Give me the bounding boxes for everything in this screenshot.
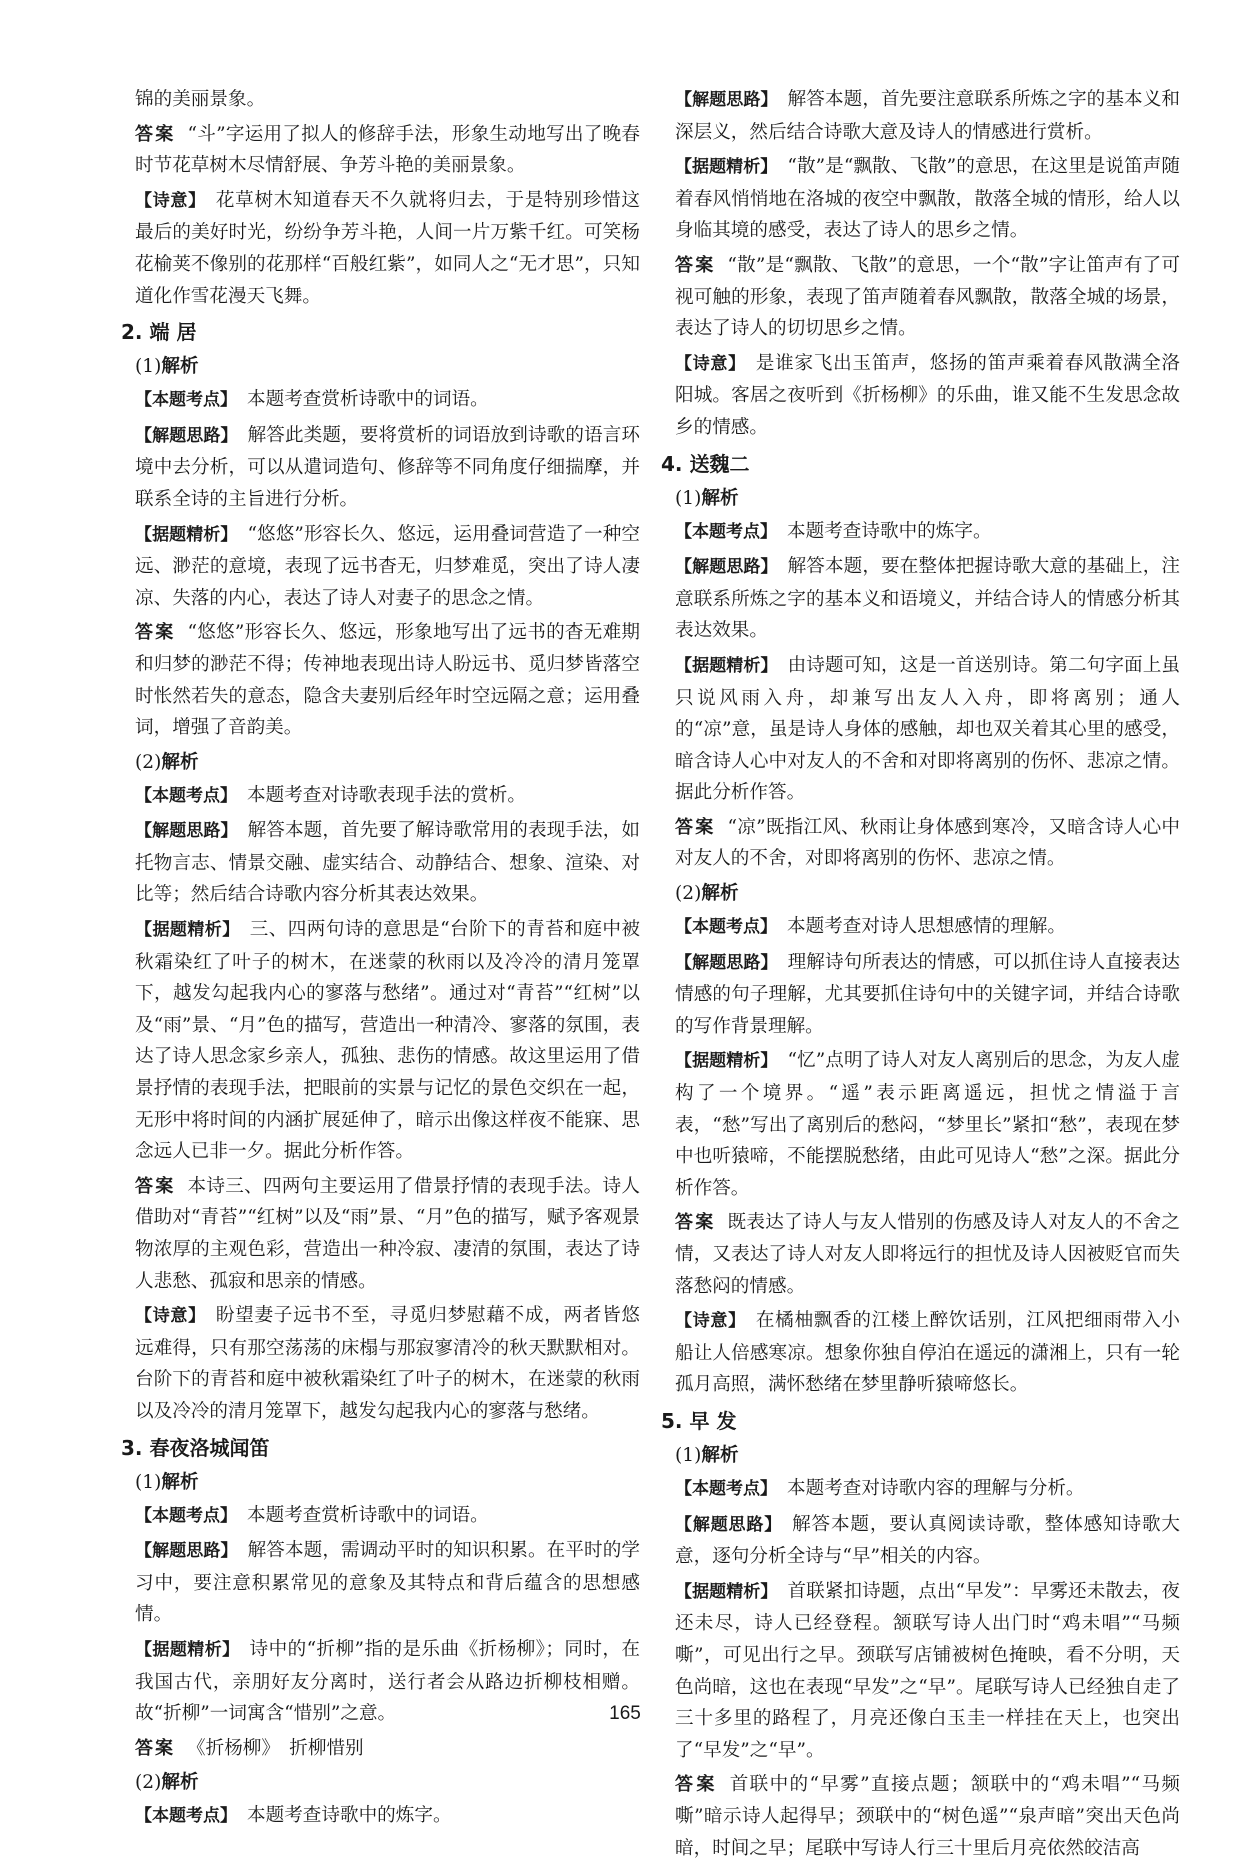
section-label: 【诗意】 xyxy=(675,1311,746,1332)
analysis-paragraph xyxy=(135,384,640,417)
analysis-paragraph xyxy=(675,1045,1180,1204)
analysis-paragraph xyxy=(675,911,1180,944)
section-label: 【据题精析】 xyxy=(675,1581,778,1602)
paragraph-text: 诗中的“折柳”指的是乐曲《折杨柳》；同时，在我国古代，亲朋好友分离时，送行者会从路边折柳枝相赠。故“折柳”一词寓含“惜别”之意。 xyxy=(135,1638,641,1725)
paragraph-text: “忆”点明了诗人对友人离别后的思念，为友人虚构了一个境界。“遥”表示距离遥远，担忧之情溢于言表，“愁”写出了离别后的愁闷，“梦里长”紧扣“愁”，表现在梦中也听猿啼，不能摆脱愁绪，由此可见诗人“愁”之深。据此分析作答。 xyxy=(675,1050,1180,1199)
section-label: 【据题精析】 xyxy=(675,655,778,676)
section-label: 【诗意】 xyxy=(675,353,746,374)
paragraph-text: 由诗题可知，这是一首送别诗。第二句字面上虽只说风雨入舟，却兼写出友人入舟，即将离别；通人的“凉”意，虽是诗人身体的感触，却也双关着其心里的感受，暗含诗人心中对友人的不舍和对即将离别的伤怀、悲凉之情。据此分析作答。 xyxy=(675,654,1180,804)
paragraph-text: 《折杨柳》 折柳惜别 xyxy=(187,1737,364,1759)
sub-question-number: (2) xyxy=(135,751,162,773)
paragraph-text: 本题考查对诗歌表现手法的赏析。 xyxy=(247,784,526,806)
paragraph-text: 本题考查对诗人思想感情的理解。 xyxy=(787,916,1066,938)
sub-question-number: (1) xyxy=(675,487,702,509)
sub-question-title: 解析 xyxy=(701,883,739,905)
sub-question-number: (1) xyxy=(135,356,162,378)
paragraph-text: “悠悠”形容长久、悠远，运用叠词营造了一种空远、渺茫的意境，表现了远书杳无，归梦难觅，突出了诗人凄凉、失落的内心，表达了诗人对妻子的思念之情。 xyxy=(135,523,640,609)
answer-paragraph xyxy=(135,1733,640,1765)
sub-question xyxy=(135,351,640,382)
paragraph-text: 解答本题，要认真阅读诗歌，整体感知诗歌大意，逐句分析全诗与“早”相关的内容。 xyxy=(675,1513,1180,1568)
paragraph-text: 理解诗句所表达的情感，可以抓住诗人直接表达情感的句子理解，尤其要抓住诗句中的关键字词，并结合诗歌的写作背景理解。 xyxy=(675,951,1180,1037)
paragraph-text: 锦的美丽景象。 xyxy=(135,89,266,110)
section-label: 【解题思路】 xyxy=(675,557,778,578)
section-label: 【本题考点】 xyxy=(675,521,777,542)
sub-question-title: 解析 xyxy=(161,1471,199,1493)
paragraph-text: 既表达了诗人与友人惜别的伤感及诗人对友人的不舍之情，又表达了诗人对友人即将远行的担忧及诗人因被贬官而失落愁闷的情感。 xyxy=(675,1212,1180,1297)
section-heading: 3. 春夜洛城闻笛 xyxy=(121,1435,270,1460)
analysis-paragraph xyxy=(675,650,1180,809)
paragraph-text: 本诗三、四两句主要运用了借景抒情的表现手法。诗人借助对“青苔”“红树”以及“雨”景、“月”色的描写，赋予客观景物浓厚的主观色彩，营造出一种冷寂、凄清的氛围，表达了诗人悲愁、孤寂和思亲的情感。 xyxy=(135,1175,640,1292)
analysis-paragraph xyxy=(675,348,1180,444)
section-label: 【解题思路】 xyxy=(135,821,238,842)
analysis-paragraph xyxy=(135,1800,640,1833)
analysis-paragraph xyxy=(135,420,640,516)
answer-label: 答案 xyxy=(675,1774,718,1796)
analysis-paragraph xyxy=(135,185,640,312)
analysis-paragraph xyxy=(135,815,640,911)
paragraph-text: 解答本题，首先要了解诗歌常用的表现手法，如托物言志、情景交融、虚实结合、动静结合、想象、渲染、对比等；然后结合诗歌内容分析其表达效果。 xyxy=(135,820,640,906)
answer-label: 答案 xyxy=(135,1175,176,1197)
section-label: 【诗意】 xyxy=(135,190,206,211)
sub-question-number: (2) xyxy=(675,883,702,905)
section-label: 【本题考点】 xyxy=(135,1806,237,1827)
paragraph-text: 花草树木知道春天不久就将归去，于是特别珍惜这最后的美好时光，纷纷争芳斗艳，人间一片万紫千红。可笑杨花榆荚不像别的花那样“百般红紫”，如同人之“无才思”，只知道化作雪花漫天飞舞。 xyxy=(135,189,640,307)
section-heading: 5. 早 发 xyxy=(661,1408,737,1433)
answer-paragraph xyxy=(135,617,640,743)
answer-paragraph xyxy=(675,1769,1180,1864)
section-label: 【本题考点】 xyxy=(135,390,237,411)
section-label: 【据题精析】 xyxy=(135,524,238,545)
text-paragraph xyxy=(135,84,640,116)
sub-question-title: 解析 xyxy=(161,356,199,378)
answer-label: 答案 xyxy=(135,1737,175,1759)
paragraph-text: “凉”既指江风、秋雨让身体感到寒冷，又暗含诗人心中对友人的不舍，对即将离别的伤怀、悲凉之情。 xyxy=(675,816,1181,870)
section-label: 【解题思路】 xyxy=(675,952,778,973)
answer-paragraph xyxy=(675,812,1180,875)
answer-paragraph xyxy=(135,1171,640,1297)
paragraph-text: 本题考查诗歌中的炼字。 xyxy=(247,1805,452,1827)
paragraph-text: 首联紧扣诗题，点出“早发”：早雾还未散去，夜还未尽，诗人已经登程。颔联写诗人出门时“鸡未唱”“马频嘶”，可见出行之早。颈联写店铺被树色掩映，看不分明，天色尚暗，这也在表现“早发”之“早”。尾联写诗人已经独自走了三十多里的路程了，月亮还像白玉圭一样挂在天上，也突出了“早发”之“早”。 xyxy=(675,1580,1180,1761)
sub-question-title: 解析 xyxy=(161,751,199,773)
page-number: 165 xyxy=(609,1703,641,1724)
section-label: 【解题思路】 xyxy=(135,425,238,446)
section-heading: 2. 端 居 xyxy=(121,320,197,345)
paragraph-text: 在橘柚飘香的江楼上醉饮话别，江风把细雨带入小船让人倍感寒凉。想象你独自停泊在遥远的潇湘上，只有一轮孤月高照，满怀愁绪在梦里静听猿啼悠长。 xyxy=(675,1310,1180,1396)
section-heading: 4. 送魏二 xyxy=(661,451,750,476)
answer-label: 答案 xyxy=(135,622,176,644)
paragraph-text: “斗”字运用了拟人的修辞手法，形象生动地写出了晚春时节花草树木尽情舒展、争芳斗艳的美丽景象。 xyxy=(135,123,641,177)
right-column xyxy=(661,84,1181,1867)
section-label: 【解题思路】 xyxy=(675,1514,783,1535)
sub-question xyxy=(135,1767,640,1798)
section-label: 【本题考点】 xyxy=(135,1505,237,1526)
paragraph-text: 本题考查诗歌中的炼字。 xyxy=(787,520,992,542)
sub-question xyxy=(675,483,1180,514)
section-label: 【据题精析】 xyxy=(135,920,240,941)
sub-question-number: (1) xyxy=(135,1471,162,1493)
sub-question xyxy=(675,878,1180,909)
sub-question-number: (2) xyxy=(135,1772,162,1794)
paragraph-text: 首联中的“早雾”直接点题；颔联中的“鸡未唱”“马频嘶”暗示诗人起得早；颈联中的“树色遥”“泉声暗”突出天色尚暗，时间之早；尾联中写诗人行三十里后月亮依然皎洁高 xyxy=(675,1774,1180,1859)
answer-paragraph xyxy=(675,1207,1180,1302)
answer-label: 答案 xyxy=(675,816,716,838)
sub-question-number: (1) xyxy=(675,1444,702,1466)
analysis-paragraph xyxy=(675,1576,1180,1767)
analysis-paragraph xyxy=(135,519,640,615)
analysis-paragraph xyxy=(135,780,640,813)
sub-question xyxy=(675,1440,1180,1471)
answer-paragraph xyxy=(135,119,640,182)
paragraph-text: 是谁家飞出玉笛声，悠扬的笛声乘着春风散满全洛阳城。客居之夜听到《折杨柳》的乐曲，谁又能不生发思念故乡的情感。 xyxy=(675,352,1180,438)
left-column xyxy=(121,84,641,1836)
sub-question xyxy=(135,1467,640,1498)
analysis-paragraph xyxy=(135,1300,640,1427)
sub-question-title: 解析 xyxy=(701,487,739,509)
answer-label: 答案 xyxy=(675,1212,716,1234)
paragraph-text: 本题考查赏析诗歌中的词语。 xyxy=(247,1504,489,1526)
answer-label: 答案 xyxy=(135,123,176,145)
section-label: 【本题考点】 xyxy=(675,1478,777,1499)
analysis-paragraph xyxy=(675,1509,1180,1573)
paragraph-text: 盼望妻子远书不至，寻觅归梦慰藉不成，两者皆悠远难得，只有那空荡荡的床榻与那寂寥清冷的秋天默默相对。台阶下的青苔和庭中被秋霜染红了叶子的树木，在迷蒙的秋雨以及冷冷的清月笼罩下，越发勾起我内心的寥落与愁绪。 xyxy=(135,1305,640,1422)
section-label: 【诗意】 xyxy=(135,1306,206,1327)
analysis-paragraph xyxy=(135,1500,640,1533)
section-label: 【据题精析】 xyxy=(675,157,778,178)
analysis-paragraph xyxy=(675,84,1180,148)
sub-question xyxy=(135,747,640,778)
sub-question-title: 解析 xyxy=(701,1444,739,1466)
paragraph-text: 解答本题，首先要注意联系所炼之字的基本义和深层义，然后结合诗歌大意及诗人的情感进行赏析。 xyxy=(675,89,1180,143)
analysis-paragraph xyxy=(135,914,640,1168)
analysis-paragraph xyxy=(675,1305,1180,1401)
section-label: 【本题考点】 xyxy=(675,917,777,938)
analysis-paragraph xyxy=(675,1473,1180,1506)
answer-label: 答案 xyxy=(675,254,716,276)
paragraph-text: 本题考查赏析诗歌中的词语。 xyxy=(247,389,489,411)
answer-paragraph xyxy=(675,250,1180,345)
section-label: 【据题精析】 xyxy=(675,1051,778,1072)
paragraph-text: 本题考查对诗歌内容的理解与分析。 xyxy=(787,1477,1085,1499)
analysis-paragraph xyxy=(675,516,1180,549)
paragraph-text: “散”是“飘散、飞散”的意思，在这里是说笛声随着春风悄悄地在洛城的夜空中飘散，散落全城的情形，给人以身临其境的感受，表达了诗人的思乡之情。 xyxy=(675,156,1181,242)
section-label: 【据题精析】 xyxy=(135,1639,240,1660)
paragraph-text: “悠悠”形容长久、悠远，形象地写出了远书的杳无难期和归梦的渺茫不得；传神地表现出诗人盼远书、觅归梦皆落空时怅然若失的意态，隐含夫妻别后经年时空远隔之意；运用叠词，增强了音韵美。 xyxy=(135,622,641,739)
analysis-paragraph xyxy=(675,947,1180,1043)
paragraph-text: “散”是“飘散、飞散”的意思，一个“散”字让笛声有了可视可触的形象，表现了笛声随着春风飘散，散落全城的场景，表达了诗人的切切思乡之情。 xyxy=(675,254,1181,340)
paragraph-text: 解答本题，需调动平时的知识积累。在平时的学习中，要注意积累常见的意象及其特点和背后蕴含的思想感情。 xyxy=(135,1540,640,1626)
paragraph-text: 解答此类题，要将赏析的词语放到诗歌的语言环境中去分析，可以从遣词造句、修辞等不同角度仔细揣摩，并联系全诗的主旨进行分析。 xyxy=(135,424,640,510)
section-label: 【本题考点】 xyxy=(135,785,237,806)
analysis-paragraph xyxy=(135,1535,640,1631)
paragraph-text: 解答本题，要在整体把握诗歌大意的基础上，注意联系所炼之字的基本义和语境义，并结合诗人的情感分析其表达效果。 xyxy=(675,556,1180,642)
paragraph-text: 三、四两句诗的意思是“台阶下的青苔和庭中被秋霜染红了叶子的树木，在迷蒙的秋雨以及冷冷的清月笼罩下，越发勾起我内心的寥落与愁绪”。通过对“青苔”“红树”以及“雨”景、“月”色的描写，营造出一种清冷、寥落的氛围，表达了诗人思念家乡亲人，孤独、悲伤的情感。故这里运用了借景抒情的表现手法，把眼前的实景与记忆的景色交织在一起，无形中将时间的内涵扩展延伸了，暗示出像这样夜不能寐、思念远人已非一夕。据此分析作答。 xyxy=(135,919,640,1163)
analysis-paragraph xyxy=(675,151,1180,247)
section-label: 【解题思路】 xyxy=(135,1541,238,1562)
sub-question-title: 解析 xyxy=(161,1772,199,1794)
section-label: 【解题思路】 xyxy=(675,90,778,110)
analysis-paragraph xyxy=(675,551,1180,647)
